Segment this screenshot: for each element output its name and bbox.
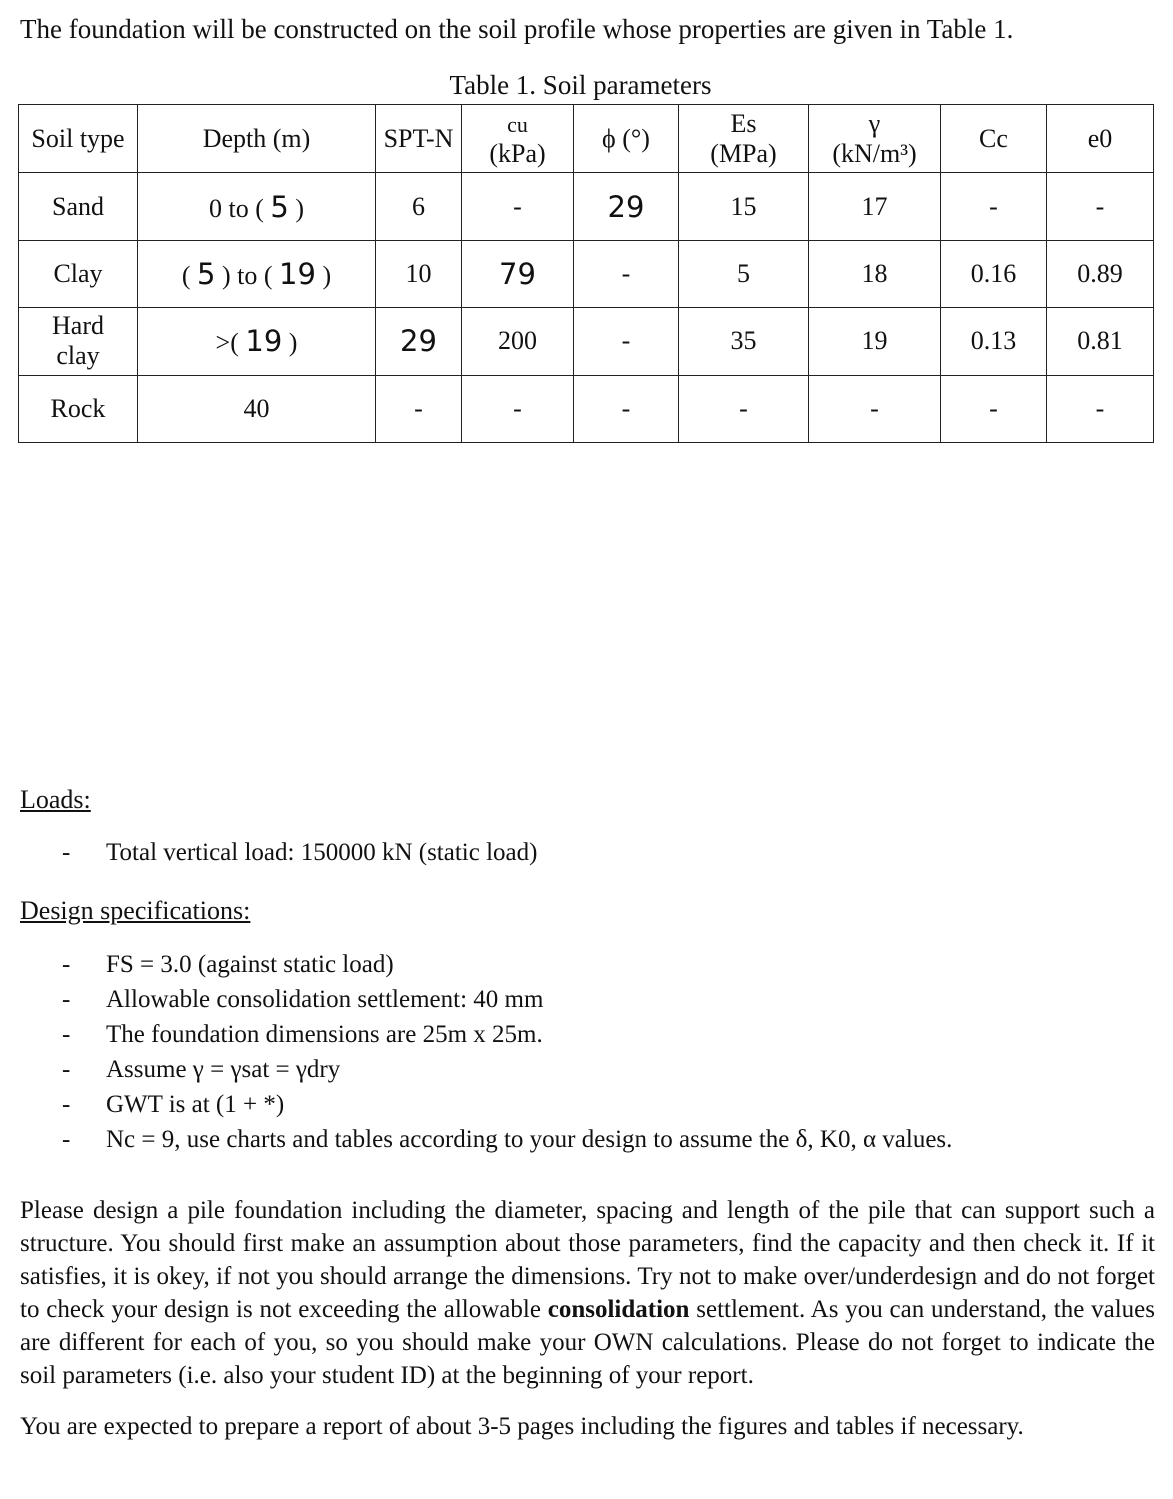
cell-e0: 0.81 — [1047, 308, 1154, 375]
list-item: - GWT is at (1 + *) — [0, 1087, 952, 1122]
list-item: - Nc = 9, use charts and tables according to your design to assume the δ, K0, α values. — [0, 1122, 952, 1157]
cell-cc: - — [941, 173, 1047, 240]
cell-cu: - — [462, 375, 574, 442]
cell-cu: - — [462, 173, 574, 240]
cell-e0: 0.89 — [1047, 240, 1154, 307]
list-item: - Total vertical load: 150000 kN (static load) — [0, 835, 537, 870]
header-depth: Depth (m) — [138, 105, 376, 173]
cell-gamma: 18 — [809, 240, 941, 307]
intro-text: The foundation will be constructed on the soil profile whose properties are given in Table 1. — [20, 14, 1014, 44]
cell-depth: 40 — [138, 375, 376, 442]
soil-parameters-table — [18, 104, 1154, 443]
cell-spt: 29 — [376, 308, 462, 375]
table-row — [19, 240, 1154, 307]
design-heading: Design specifications: — [20, 896, 251, 925]
loads-heading: Loads: — [20, 785, 91, 814]
instructions-paragraph: Please design a pile foundation including the diameter, spacing and length of the pile that can support such a structure. You should first make an assumption about those parameters, find the capacity and then check it. If it satisfies, it is okey, if not you should arrange the dimensions. Try not to make over/underdesign and do not forget to check your design is not exceeding the allowable consolidation settlement. As you can understand, the values are different for each of you, so you should make your OWN calculations. Please do not forget to indicate the soil parameters (i.e. also your student ID) at the beginning of your report. — [20, 1197, 1155, 1389]
list-item: - Allowable consolidation settlement: 40 mm — [0, 982, 952, 1017]
cell-soil: Hard clay — [19, 308, 138, 375]
header-es: Es (MPa) — [679, 105, 809, 173]
list-item: - Assume γ = γsat = γdry — [0, 1052, 952, 1087]
header-cc: Cc — [941, 105, 1047, 173]
cell-soil: Rock — [19, 375, 138, 442]
cell-spt: 6 — [376, 173, 462, 240]
header-cu: cu (kPa) — [462, 105, 574, 173]
cell-depth: 0 to ( 5 ) — [138, 173, 376, 240]
cell-phi: - — [574, 240, 679, 307]
loads-list — [0, 835, 537, 870]
cell-gamma: 19 — [809, 308, 941, 375]
table-row — [19, 375, 1154, 442]
cell-phi: - — [574, 375, 679, 442]
table-caption: Table 1. Soil parameters — [449, 70, 712, 100]
header-phi: ϕ (°) — [574, 105, 679, 173]
cell-gamma: - — [809, 375, 941, 442]
table-row — [19, 173, 1154, 240]
cell-spt: 10 — [376, 240, 462, 307]
cell-cc: - — [941, 375, 1047, 442]
cell-cu: 200 — [462, 308, 574, 375]
table-row — [19, 308, 1154, 375]
cell-depth: >( 19 ) — [138, 308, 376, 375]
cell-es: 5 — [679, 240, 809, 307]
cell-spt: - — [376, 375, 462, 442]
list-item: - FS = 3.0 (against static load) — [0, 947, 952, 982]
list-item: - The foundation dimensions are 25m x 25m. — [0, 1017, 952, 1052]
header-spt: SPT-N — [376, 105, 462, 173]
cell-cu: 79 — [462, 240, 574, 307]
cell-soil: Clay — [19, 240, 138, 307]
design-list — [0, 947, 952, 1157]
cell-phi: - — [574, 308, 679, 375]
cell-e0: - — [1047, 173, 1154, 240]
cell-es: 35 — [679, 308, 809, 375]
cell-soil: Sand — [19, 173, 138, 240]
cell-cc: 0.16 — [941, 240, 1047, 307]
cell-phi: 29 — [574, 173, 679, 240]
cell-gamma: 17 — [809, 173, 941, 240]
cell-e0: - — [1047, 375, 1154, 442]
cell-es: 15 — [679, 173, 809, 240]
cell-depth: ( 5 ) to ( 19 ) — [138, 240, 376, 307]
cell-es: - — [679, 375, 809, 442]
table-header-row — [19, 105, 1154, 173]
header-gamma: γ (kN/m³) — [809, 105, 941, 173]
report-note: You are expected to prepare a report of about 3-5 pages including the figures and tables if necessary. — [20, 1413, 1024, 1440]
cell-cc: 0.13 — [941, 308, 1047, 375]
header-e0: e0 — [1047, 105, 1154, 173]
header-soil-type: Soil type — [19, 105, 138, 173]
